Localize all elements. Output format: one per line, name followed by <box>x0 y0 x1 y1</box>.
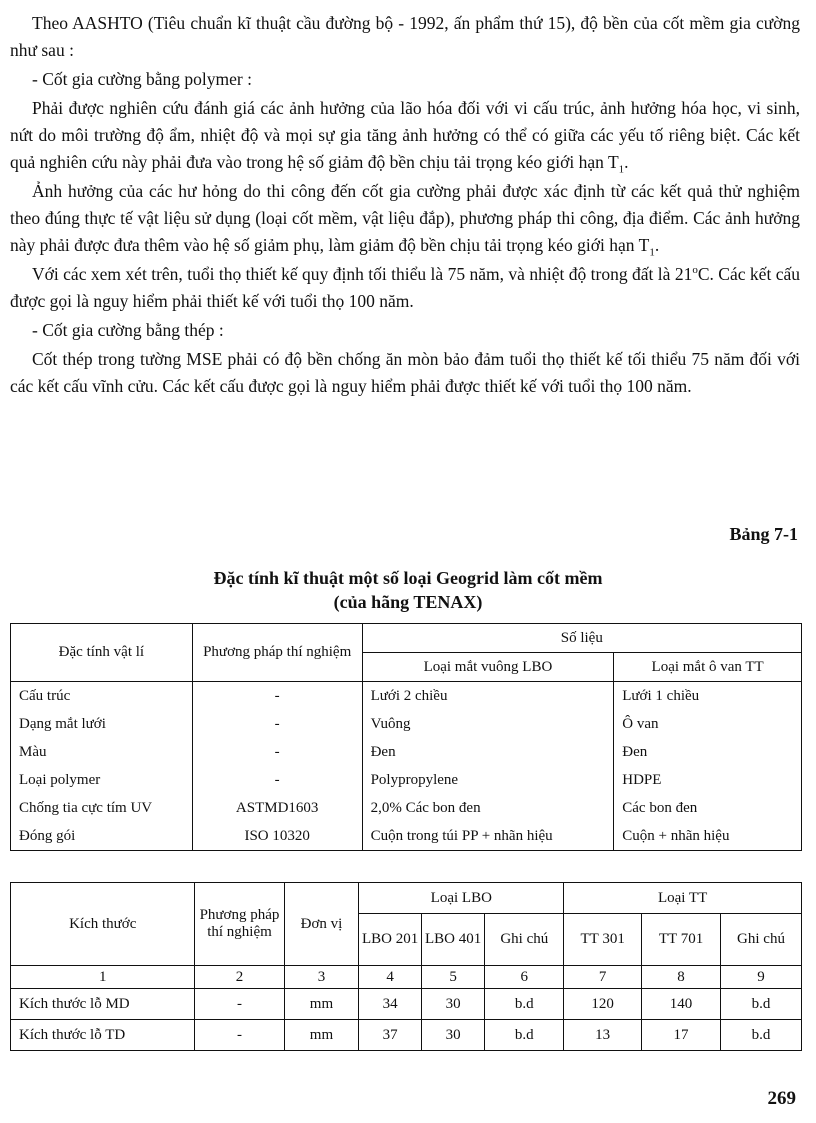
table-row: Kích thước lỗ TD - mm 37 30 b.d 13 17 b.d <box>11 1020 802 1051</box>
header-lbo-group: Loại LBO <box>359 883 564 914</box>
header-physical-property: Đặc tính vật lí <box>11 624 193 682</box>
geogrid-properties-table <box>10 623 802 851</box>
body-text <box>10 10 800 402</box>
header-lbo401: LBO 401 <box>421 914 485 966</box>
paragraph-construction-damage: Ảnh hưởng của các hư hỏng do thi công đến cốt gia cường phải được xác định từ các kết quả thử nghiệm theo đúng thực tế vật liệu sử dụng (loại cốt mềm, vật liệu đắp), phương pháp thi công, địa điểm. Các ảnh hưởng này phải được đưa thêm vào hệ số giảm phụ, làm giảm độ bền chịu tải trọng kéo giới hạn $T_1$. <box>10 181 800 259</box>
header-lbo-type: Loại mắt vuông LBO <box>362 653 614 682</box>
table-row: Cấu trúc - Lưới 2 chiều Lưới 1 chiều <box>11 682 802 711</box>
table-title <box>0 566 816 614</box>
table-title-line2: (của hãng TENAX) <box>333 592 483 612</box>
table-row: Dạng mắt lưới - Vuông Ô van <box>11 710 802 738</box>
column-number-row: 1 2 3 4 5 6 7 8 9 <box>11 966 802 989</box>
header-data: Số liệu <box>362 624 801 653</box>
paragraph-polymer-heading: - Cốt gia cường bằng polymer : <box>32 69 252 89</box>
header-size: Kích thước <box>11 883 195 966</box>
header-tt301: TT 301 <box>564 914 642 966</box>
table-row: Kích thước lỗ MD - mm 34 30 b.d 120 140 b.d <box>11 989 802 1020</box>
header-tt-group: Loại TT <box>564 883 802 914</box>
table-title-line1: Đặc tính kĩ thuật một số loại Geogrid làm cốt mềm <box>213 568 603 588</box>
paragraph-steel-heading: - Cốt gia cường bằng thép : <box>32 320 224 340</box>
header-note-1: Ghi chú <box>485 914 564 966</box>
header-unit: Đơn vị <box>284 883 359 966</box>
header-tt-type: Loại mắt ô van TT <box>614 653 802 682</box>
header-note-2: Ghi chú <box>721 914 802 966</box>
paragraph-steel: Cốt thép trong tường MSE phải có độ bền chống ăn mòn bảo đảm tuổi thọ thiết kế tối thiểu 75 năm đối với các kết cấu vĩnh cửu. Các kết cấu được gọi là nguy hiểm phải được thiết kế với tuổi thọ 100 năm. <box>10 349 800 396</box>
header-tt701: TT 701 <box>642 914 721 966</box>
geogrid-dimensions-table <box>10 882 802 1051</box>
paragraph-design-life: Với các xem xét trên, tuổi thọ thiết kế quy định tối thiểu là 75 năm, và nhiệt độ trong đất là 21$^o$C. Các kết cấu được gọi là nguy hiểm phải thiết kế với tuổi thọ 100 năm. <box>10 264 800 311</box>
table-label: Bảng 7-1 <box>729 524 798 544</box>
paragraph-polymer-aging: Phải được nghiên cứu đánh giá các ảnh hưởng của lão hóa đối với vi cấu trúc, ảnh hưởng hóa học, vi sinh, nứt do môi trường độ ẩm, nhiệt độ và mọi sự gia tăng ảnh hưởng có thể có giữa các yếu tố riêng biệt. Các kết quả nghiên cứu này phải đưa vào trong hệ số giảm độ bền chịu tải trọng kéo giới hạn $T_1$. <box>10 98 800 176</box>
header-test-method: Phương pháp thí nghiệm <box>192 624 362 682</box>
table-row: Chống tia cực tím UV ASTMD1603 2,0% Các bon đen Các bon đen <box>11 794 802 822</box>
header-lbo201: LBO 201 <box>359 914 422 966</box>
table-row: Loại polymer - Polypropylene HDPE <box>11 766 802 794</box>
page-number: 269 <box>767 1088 796 1109</box>
paragraph-intro: Theo AASHTO (Tiêu chuẩn kĩ thuật cầu đường bộ - 1992, ấn phẩm thứ 15), độ bền của cốt mềm gia cường như sau : <box>10 13 800 60</box>
header-method: Phương pháp thí nghiệm <box>195 883 284 966</box>
table-row: Màu - Đen Đen <box>11 738 802 766</box>
table-row: Đóng gói ISO 10320 Cuộn trong túi PP + nhãn hiệu Cuộn + nhãn hiệu <box>11 822 802 851</box>
